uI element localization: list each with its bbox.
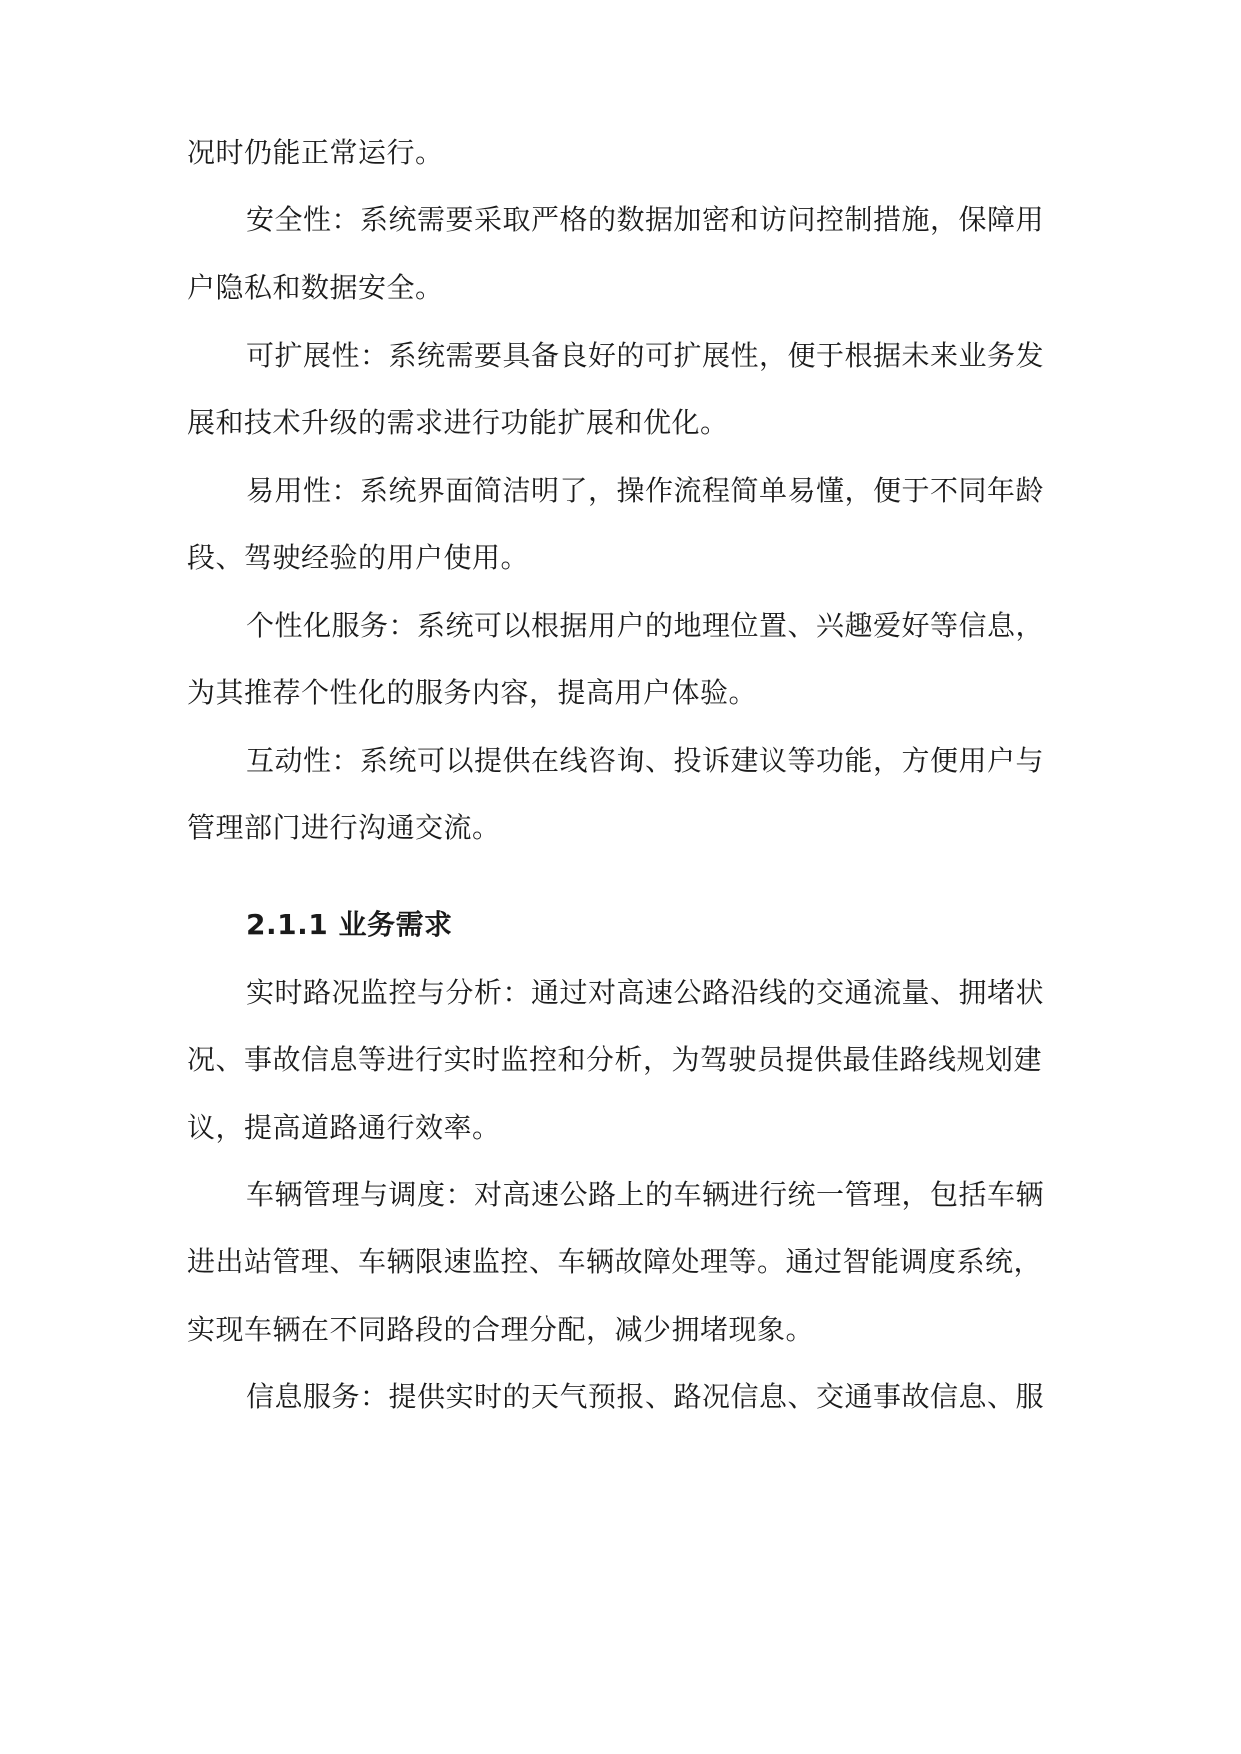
paragraph-line: 可扩展性：系统需要具备良好的可扩展性，便于根据未来业务发 xyxy=(246,339,1045,372)
paragraph-line: 为其推荐个性化的服务内容，提高用户体验。 xyxy=(187,676,758,709)
paragraph-line: 实现车辆在不同路段的合理分配，减少拥堵现象。 xyxy=(187,1313,815,1346)
paragraph-line: 况、事故信息等进行实时监控和分析，为驾驶员提供最佳路线规划建 xyxy=(187,1043,1043,1076)
paragraph-line: 安全性：系统需要采取严格的数据加密和访问控制措施，保障用 xyxy=(246,203,1045,236)
paragraph-line: 个性化服务：系统可以根据用户的地理位置、兴趣爱好等信息， xyxy=(246,609,1045,642)
paragraph-line: 展和技术升级的需求进行功能扩展和优化。 xyxy=(187,406,729,439)
paragraph-line: 互动性：系统可以提供在线咨询、投诉建议等功能，方便用户与 xyxy=(246,744,1045,777)
paragraph-line: 信息服务：提供实时的天气预报、路况信息、交通事故信息、服 xyxy=(246,1380,1045,1413)
paragraph-line: 况时仍能正常运行。 xyxy=(187,136,444,169)
paragraph-line: 易用性：系统界面简洁明了，操作流程简单易懂，便于不同年龄 xyxy=(246,474,1045,507)
paragraph-line: 实时路况监控与分析：通过对高速公路沿线的交通流量、拥堵状 xyxy=(246,976,1045,1009)
paragraph-line: 段、驾驶经验的用户使用。 xyxy=(187,541,530,574)
paragraph-line: 车辆管理与调度：对高速公路上的车辆进行统一管理，包括车辆 xyxy=(246,1178,1045,1211)
paragraph-line: 管理部门进行沟通交流。 xyxy=(187,811,501,844)
section-heading: 2.1.1 业务需求 xyxy=(246,908,453,941)
paragraph-line: 户隐私和数据安全。 xyxy=(187,271,444,304)
paragraph-line: 议，提高道路通行效率。 xyxy=(187,1111,501,1144)
paragraph-line: 进出站管理、车辆限速监控、车辆故障处理等。通过智能调度系统， xyxy=(187,1245,1043,1278)
